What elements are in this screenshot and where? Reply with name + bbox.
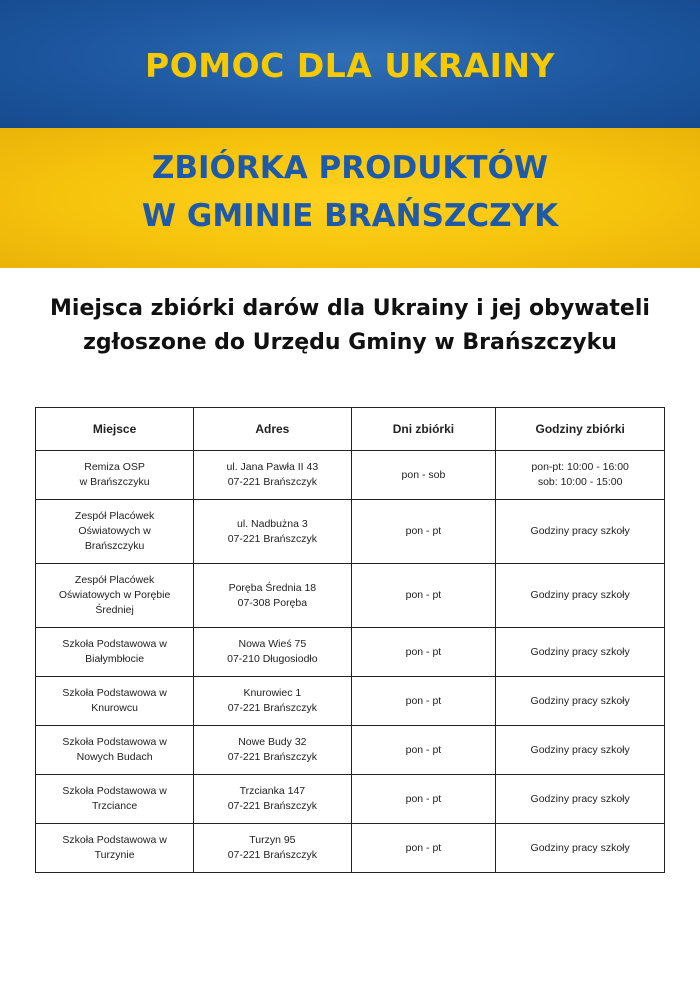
cell-days: pon - pt (351, 564, 496, 628)
cell-place (36, 726, 194, 775)
place-line: Zespół Placówek (74, 510, 155, 522)
place-line: Turzynie (94, 849, 135, 861)
table-row (36, 824, 665, 873)
place-line: Białymbłocie (85, 653, 145, 665)
place-line: Szkoła Podstawowa w (62, 834, 167, 846)
cell-hours: Godziny pracy szkoły (496, 726, 665, 775)
banner-blue (0, 0, 700, 128)
header-address: Adres (194, 408, 351, 451)
cell-hours: Godziny pracy szkoły (496, 628, 665, 677)
cell-address (194, 726, 351, 775)
place-line: Szkoła Podstawowa w (62, 687, 167, 699)
table-row (36, 775, 665, 824)
place-line: Szkoła Podstawowa w (62, 638, 167, 650)
cell-address (194, 628, 351, 677)
place-line: Knurowcu (91, 702, 138, 714)
cell-hours: Godziny pracy szkoły (496, 824, 665, 873)
banner-title: POMOC DLA UKRAINY (145, 46, 555, 85)
cell-days: pon - pt (351, 500, 496, 564)
heading-line1: Miejsca zbiórki darów dla Ukrainy i jej obywateli (50, 296, 650, 321)
cell-place (36, 451, 194, 500)
cell-address (194, 500, 351, 564)
address-line: 07-221 Brańszczyk (227, 800, 317, 812)
cell-place (36, 564, 194, 628)
table-row (36, 564, 665, 628)
place-line: Zespół Placówek (74, 574, 155, 586)
place-line: Nowych Budach (76, 751, 153, 763)
address-line: ul. Nadbużna 3 (237, 517, 308, 530)
header-place: Miejsce (36, 408, 194, 451)
place-line: Trzciance (92, 800, 138, 812)
cell-days: pon - pt (351, 677, 496, 726)
cell-place (36, 824, 194, 873)
page-heading (0, 292, 700, 360)
cell-address (194, 564, 351, 628)
collection-points-table (35, 407, 665, 873)
cell-days: pon - sob (351, 451, 496, 500)
cell-place (36, 775, 194, 824)
address-line: Knurowiec 1 (243, 687, 302, 699)
cell-place (36, 677, 194, 726)
place-line: Szkoła Podstawowa w (62, 736, 167, 748)
banner-subtitle-line2: W GMINIE BRAŃSZCZYK (141, 198, 559, 234)
place-line: Szkoła Podstawowa w (62, 785, 167, 797)
cell-hours (496, 451, 665, 500)
cell-address (194, 677, 351, 726)
cell-days: pon - pt (351, 628, 496, 677)
place-line: Średniej (95, 604, 134, 616)
cell-address (194, 824, 351, 873)
address-line: 07-221 Brańszczyk (227, 702, 317, 714)
cell-place (36, 500, 194, 564)
banner-yellow (0, 128, 700, 268)
address-line: 07-221 Brańszczyk (227, 849, 317, 861)
cell-days: pon - pt (351, 726, 496, 775)
cell-hours: Godziny pracy szkoły (496, 775, 665, 824)
cell-address (194, 451, 351, 500)
address-line: 07-221 Brańszczyk (227, 532, 317, 545)
table-row (36, 500, 665, 564)
table-row (36, 726, 665, 775)
table-row (36, 451, 665, 500)
header-days: Dni zbiórki (351, 408, 496, 451)
hours-line: sob: 10:00 - 15:00 (537, 476, 623, 488)
place-line: w Brańszczyku (79, 476, 150, 488)
heading-line2: zgłoszone do Urzędu Gminy w Brańszczyku (83, 330, 617, 355)
address-line: Poręba Średnia 18 (228, 581, 317, 594)
address-line: ul. Jana Pawła II 43 (226, 461, 319, 473)
banner-subtitle-line1: ZBIÓRKA PRODUKTÓW (151, 150, 549, 186)
cell-hours: Godziny pracy szkoły (496, 677, 665, 726)
table-row (36, 628, 665, 677)
cell-hours: Godziny pracy szkoły (496, 564, 665, 628)
address-line: 07-210 Długosiodło (227, 653, 318, 665)
address-line: Turzyn 95 (249, 834, 296, 846)
cell-days: pon - pt (351, 775, 496, 824)
table-header-row (36, 408, 665, 451)
place-line: Oświatowych w (78, 525, 151, 537)
header-hours: Godziny zbiórki (496, 408, 665, 451)
address-line: Trzcianka 147 (239, 785, 306, 797)
place-line: Oświatowych w Porębie (58, 589, 171, 601)
table-row (36, 677, 665, 726)
place-line: Remiza OSP (84, 461, 145, 473)
address-line: 07-221 Brańszczyk (227, 476, 317, 488)
place-line: Brańszczyku (84, 540, 145, 552)
cell-address (194, 775, 351, 824)
cell-hours: Godziny pracy szkoły (496, 500, 665, 564)
cell-days: pon - pt (351, 824, 496, 873)
address-line: Nowe Budy 32 (238, 736, 307, 748)
address-line: 07-221 Brańszczyk (227, 751, 317, 763)
hours-line: pon-pt: 10:00 - 16:00 (531, 461, 629, 473)
address-line: Nowa Wieś 75 (238, 638, 307, 650)
address-line: 07-308 Poręba (237, 596, 308, 609)
cell-place (36, 628, 194, 677)
